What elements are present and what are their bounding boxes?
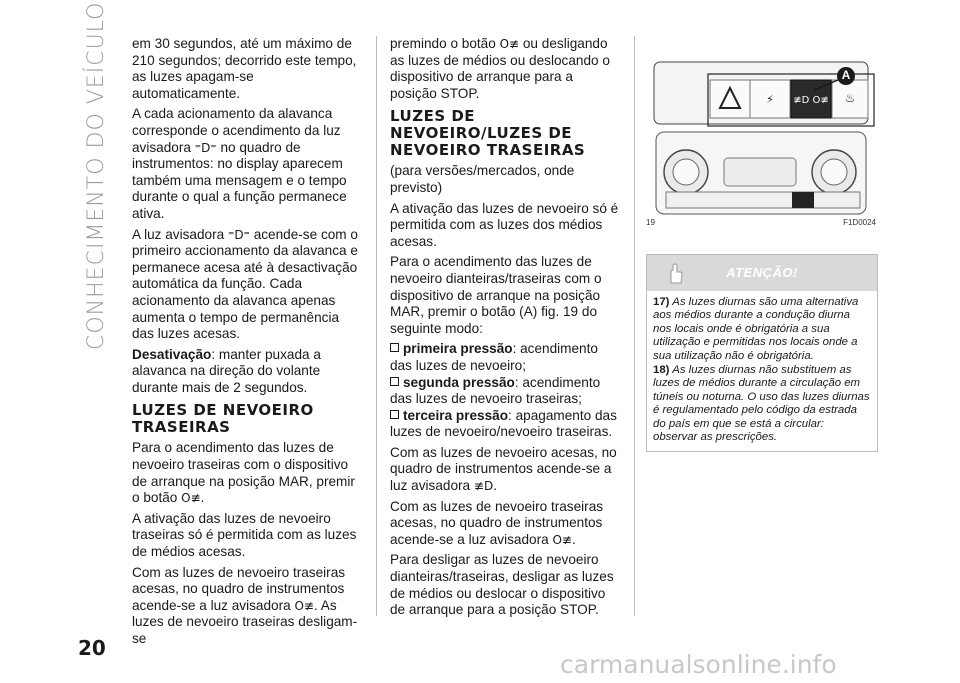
paragraph: Desativação: manter puxada a alavanca na direção do volante durante mais de 2 segundos. bbox=[132, 346, 321, 395]
dashboard-illustration bbox=[646, 58, 876, 218]
section-heading: LUZES DE NEVOEIRO TRASEIRAS bbox=[132, 401, 314, 437]
svg-text:♨: ♨ bbox=[844, 91, 856, 105]
paragraph: A ativação das luzes de nevoeiro traseiras só é permitida com as luzes de médios acesas. bbox=[132, 510, 357, 560]
list-item: primeira pressão: acendimento das luzes de nevoeiro; bbox=[390, 341, 598, 373]
warning-note: 17) As luzes diurnas são uma alternativa aos médios durante a condução diurna nos locais onde é obrigatória a sua utilização e permitidas nos locais onde a sua utilização não é obrigatória. bbox=[653, 296, 859, 362]
page-number: 20 bbox=[78, 636, 106, 660]
paragraph: A luz avisadora ⁼D⁼ acende-se com o primeiro accionamento da alavanca e permanece acesa até à desactivação automática da função. Cada acionamento da alavanca apenas aumenta o tempo de permanência das luzes acesas. bbox=[132, 226, 358, 342]
bullet-square bbox=[390, 343, 399, 352]
section-side-title: CONHECIMENTO DO VEÍCULO bbox=[84, 1, 109, 350]
figure-label-a: A bbox=[841, 68, 851, 82]
paragraph: Com as luzes de nevoeiro traseiras acesas, no quadro de instrumentos acende-se a luz avisadora O≢. As luzes de nevoeiro traseiras desligam-se bbox=[132, 564, 358, 646]
paragraph: premindo o botão O≢ ou desligando as luzes de médios ou deslocando o dispositivo de arranque para a posição STOP. bbox=[390, 36, 610, 101]
warning-header bbox=[647, 255, 877, 291]
warning-body bbox=[647, 291, 877, 451]
follow-me-icon: ⁼D⁼ bbox=[227, 227, 250, 242]
follow-me-icon: ⁼D⁼ bbox=[194, 140, 217, 155]
svg-text:≢D O≢: ≢D O≢ bbox=[793, 95, 829, 106]
rear-fog-icon: O≢ bbox=[552, 532, 572, 547]
watermark: carmanualsonline.info bbox=[560, 650, 837, 679]
list-item: terceira pressão: apagamento das luzes de nevoeiro/nevoeiro traseiras. bbox=[390, 407, 617, 440]
paragraph: em 30 segundos, até um máximo de 210 segundos; decorrido este tempo, as luzes apagam-se automaticamente. bbox=[132, 36, 357, 101]
bullet-square bbox=[390, 377, 399, 386]
figure-number: 19 bbox=[646, 218, 655, 227]
rear-fog-icon: O≢ bbox=[499, 37, 520, 51]
list-item: segunda pressão: acendimento das luzes de nevoeiro traseiras; bbox=[390, 374, 601, 407]
section-heading: LUZES DE NEVOEIRO/LUZES DE NEVOEIRO TRASEIRAS bbox=[390, 107, 586, 160]
rear-fog-icon: O≢ bbox=[294, 598, 314, 613]
bullet-square bbox=[390, 410, 399, 419]
warning-note: 18) As luzes diurnas não substituem as luzes de médios durante a circulação em túneis ou noturna. O uso das luzes diurnas é regulamentado pelo código da estrada do país em que se está a circular: observar as prescrições. bbox=[653, 364, 870, 444]
paragraph: Com as luzes de nevoeiro traseiras acesas, no quadro de instrumentos acende-se a luz avisadora O≢. bbox=[390, 498, 604, 547]
paragraph: A ativação das luzes de nevoeiro só é permitida com as luzes dos médios acesas. bbox=[390, 200, 619, 249]
svg-text:⚡: ⚡ bbox=[766, 93, 774, 106]
figure-dashboard-controls bbox=[646, 58, 876, 218]
column-divider bbox=[376, 36, 377, 616]
paragraph: Para o acendimento das luzes de nevoeiro traseiras com o dispositivo de arranque na posição MAR, premir o botão O≢. bbox=[132, 440, 355, 506]
paragraph: Para desligar as luzes de nevoeiro dianteiras/traseiras, desligar as luzes de médios ou deslocar o dispositivo de arranque para a posição STOP. bbox=[390, 552, 614, 618]
front-fog-icon: ≢D bbox=[473, 479, 494, 494]
text-column-2 bbox=[390, 36, 622, 623]
warning-box bbox=[646, 254, 878, 452]
paragraph: (para versões/mercados, onde previsto) bbox=[390, 163, 575, 195]
column-divider bbox=[634, 36, 635, 616]
paragraph: Com as luzes de nevoeiro acesas, no quadro de instrumentos acende-se a luz avisadora ≢D. bbox=[390, 444, 617, 494]
rear-fog-icon: O≢ bbox=[181, 491, 201, 506]
figure-code: F1D0024 bbox=[843, 218, 876, 227]
warning-title: ATENÇÃO! bbox=[726, 265, 798, 280]
figure-caption bbox=[646, 218, 876, 227]
paragraph: Para o acendimento das luzes de nevoeiro dianteiras/traseiras com o dispositivo de arranque na posição MAR, premir o botão (A) fig. 19 do seguinte modo: bbox=[390, 254, 602, 336]
text-column-1 bbox=[132, 36, 364, 652]
paragraph: A cada acionamento da alavanca corresponde o acendimento da luz avisadora ⁼D⁼ no quadro de instrumentos: no display aparecem também uma mensagem e o tempo durante o qual a função permanece ativa. bbox=[132, 106, 347, 221]
